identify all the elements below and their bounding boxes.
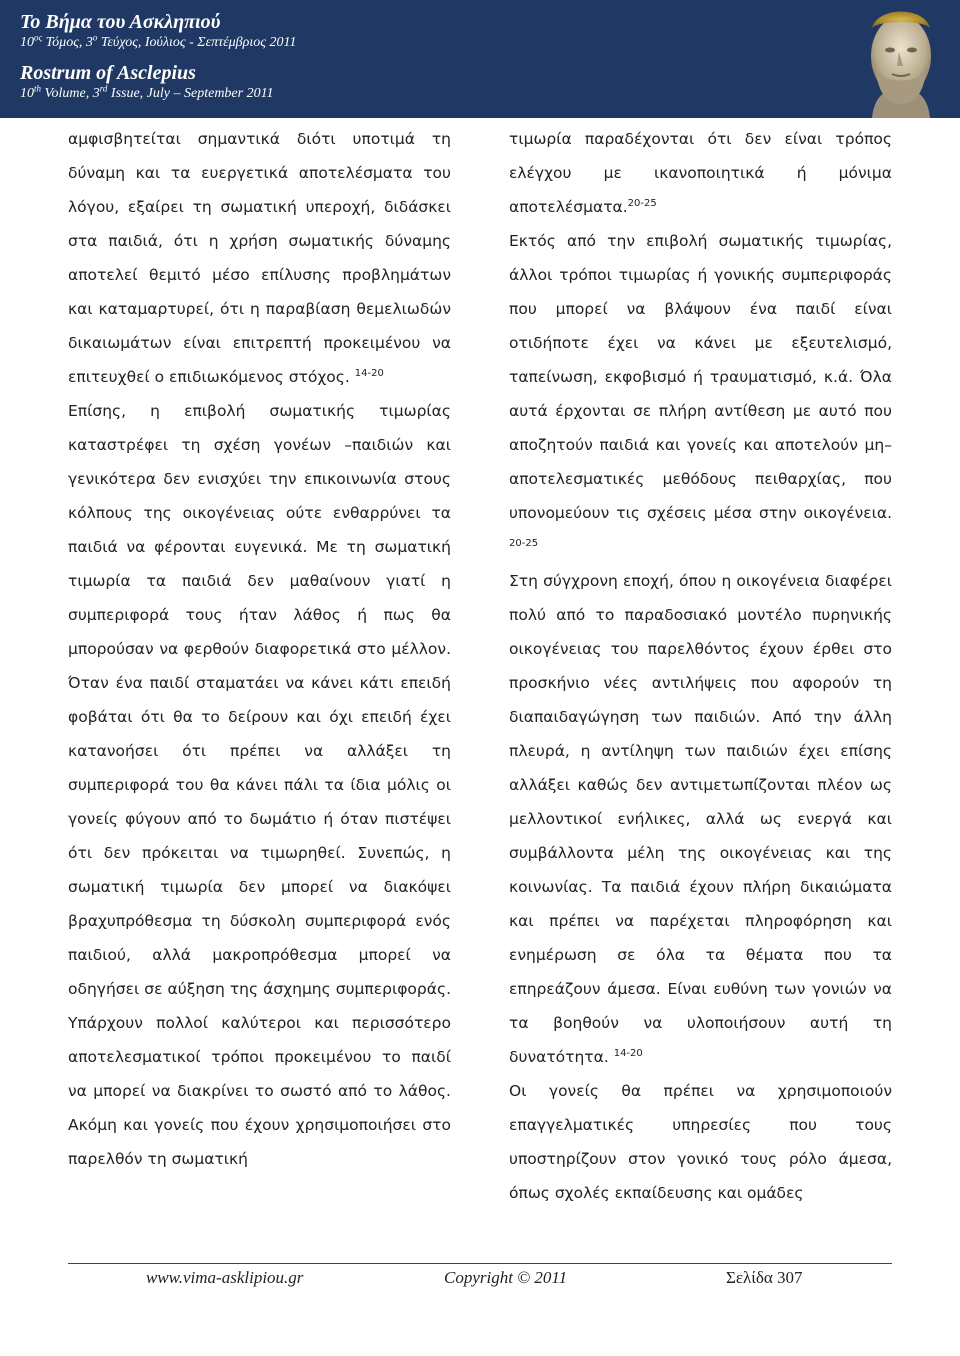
asclepius-bust-image <box>842 0 960 118</box>
citation: 14-20 <box>613 1047 643 1059</box>
paragraph: Στη σύγχρονη εποχή, όπου η οικογένεια διαφέρει πολύ από το παραδοσιακό μοντέλο πυρηνικής οικογένειας του παρελθόντος έχουν έρθει στο προσκήνιο νέες αντιλήψεις που αφορούν τη διαπαιδαγώγηση των παιδιών. Από την άλλη πλευρά, η αντίληψη των παιδιών έχει επίσης αλλάξει καθώς δεν αντιμετωπίζονται πλέον ως μελλοντικοί ενήλικες, αλλά ως ενεργά και συμβάλλοντα μέλη της οικογένειας και της κοινωνίας. Τα παιδιά έχουν πλήρη δικαιώματα και πρέπει να παρέχεται πληροφόρηση και ενημέρωση σε όλα τα θέματα που τα επηρεάζουν άμεσα. Είναι ευθύνη των γονιών να τα βοηθούν να υλοποιήσουν αυτή τη δυνατότητα. $^{14-20}$ <box>509 572 892 1066</box>
citation: 14-20 <box>354 367 384 379</box>
paragraph: τιμωρία παραδέχονται ότι δεν είναι τρόπος ελέγχου με ικανοποιητικά ή μόνιμα αποτελέσματα.$^{20-25}$ <box>509 130 892 216</box>
citation: 20-25 <box>627 197 657 209</box>
footer-copyright: Copyright © 2011 <box>444 1268 568 1287</box>
journal-title-english: Rostrum of Asclepius <box>20 62 196 84</box>
journal-header <box>0 0 960 118</box>
footer-website-link[interactable]: www.vima-asklipiou.gr <box>146 1268 304 1287</box>
paragraph: Εκτός από την επιβολή σωματικής τιμωρίας, άλλοι τρόποι τιμωρίας ή γονικής συμπεριφοράς που μπορεί να βλάψουν ένα παιδί είναι οτιδήποτε έχει να κάνει με εξευτελισμό, ταπείνωση, εκφοβισμό ή τραυματισμό, κ.ά. Όλα αυτά έρχονται σε πλήρη αντίθεση με αυτό που αποζητούν παιδιά και γονείς και αποτελούν μη–αποτελεσματικές μεθόδους πειθαρχίας, που υπονομεύουν τις σχέσεις μέσα στην οικογένεια. $^{20-25}$ <box>509 232 892 549</box>
journal-title-greek: Το Βήμα του Ασκληπιού <box>20 11 221 33</box>
issue-info-greek: $10^{o\varsigma}$ Τόμος, $3^o$ Τεύχος, Ιούλιος - Σεπτέμβριος 2011 <box>20 32 297 50</box>
left-text-column <box>68 122 451 1176</box>
right-text-column <box>509 122 892 1210</box>
paragraph: αμφισβητείται σημαντικά διότι υποτιμά τη δύναμη και τα ευεργετικά αποτελέσματα του λόγου, εξαίρει τη σωματική υπεροχή, διδάσκει στα παιδιά, ότι η χρήση σωματικής δύναμης αποτελεί θεμιτό μέσο επίλυσης προβλημάτων και καταμαρτυρεί, ότι η παραβίαση θεμελιωδών δικαιωμάτων είναι επιτρεπτή προκειμένου να επιτευχθεί ο επιδιωκόμενος στόχος. $^{14-20}$ <box>68 130 451 386</box>
citation: 20-25 <box>509 537 539 549</box>
issue-info-english: 10th Volume, 3rd Issue, July – September 2011 <box>20 83 274 101</box>
paragraph: Επίσης, η επιβολή σωματικής τιμωρίας καταστρέφει τη σχέση γονέων –παιδιών και γενικότερα δεν ενισχύει την επικοινωνία στους κόλπους της οικογένειας ούτε ενθαρρύνει τα παιδιά να φέρονται ευγενικά. Με τη σωματική τιμωρία τα παιδιά δεν μαθαίνουν γιατί η συμπεριφορά τους ήταν λάθος ή πως θα μπορούσαν να φερθούν διαφορετικά στο μέλλον. Όταν ένα παιδί σταματάει να κάνει κάτι επειδή φοβάται ότι θα το δείρουν και όχι επειδή έχει κατανοήσει ότι πρέπει να αλλάξει τη συμπεριφορά του θα κάνει πάλι τα ίδια μόλις οι γονείς φύγουν από το δωμάτιο ή όταν πιστέψει ότι δεν πρόκειται να τιμωρηθεί. Συνεπώς, η σωματική τιμωρία δεν μπορεί να διακόψει βραχυπρόθεσμα τη δύσκολη συμπεριφορά ενός παιδιού, αλλά μακροπρόθεσμα μπορεί να οδηγήσει σε αύξηση της άσχημης συμπεριφοράς. Υπάρχουν πολλοί καλύτεροι και περισσότερο αποτελεσματικοί τρόποι προκειμένου το παιδί να μπορεί να διακρίνει το σωστό από το λάθος. Ακόμη και γονείς που έχουν χρησιμοποιήσει στο παρελθόν τη σωματική <box>68 402 451 1168</box>
paragraph: Οι γονείς θα πρέπει να χρησιμοποιούν επαγγελματικές υπηρεσίες που τους υποστηρίζουν στον γονικό τους ρόλο άμεσα, όπως σχολές εκπαίδευσης και ομάδες <box>509 1082 892 1202</box>
header-text-block <box>20 10 296 103</box>
footer-page-number: Σελίδα 307 <box>726 1268 803 1287</box>
footer-divider <box>68 1263 892 1264</box>
